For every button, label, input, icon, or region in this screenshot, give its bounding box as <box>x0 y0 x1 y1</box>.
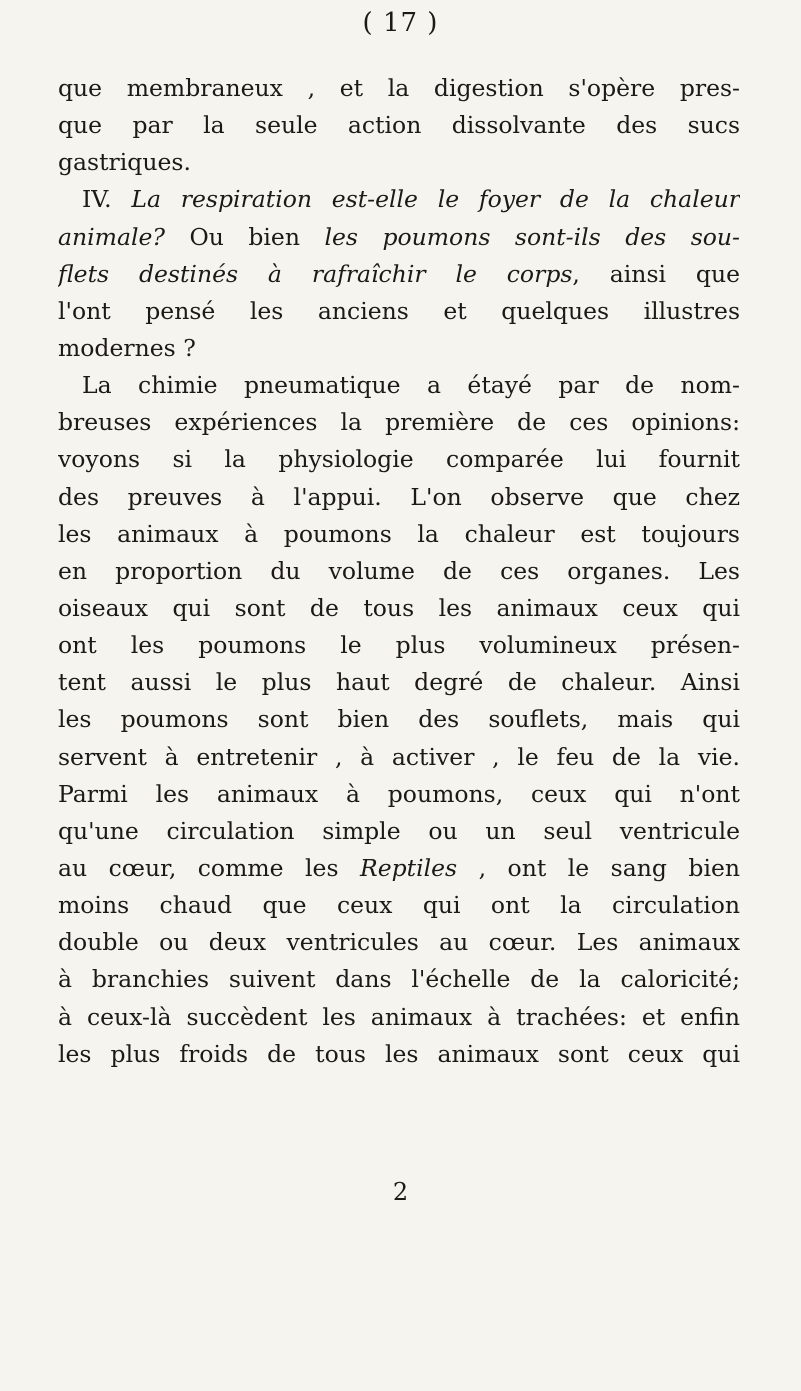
body-text <box>58 70 740 1073</box>
signature-mark: 2 <box>392 1178 409 1206</box>
text-line-6: flets destinés à rafraîchir le corps, ainsi que <box>58 259 740 288</box>
text-line-3: gastriques. <box>58 148 191 177</box>
text-line-10: breuses expériences la première de ces opinions: <box>58 408 740 437</box>
italic-question-2-cont: flets destinés à rafraîchir le corps <box>58 259 573 288</box>
text-line-17: tent aussi le plus haut degré de chaleur. Ainsi <box>58 668 740 697</box>
text-line-26: à ceux-là succèdent les animaux à trachées: et enfin <box>58 1002 740 1031</box>
text-line-14: en proportion du volume de ces organes. Les <box>58 556 740 585</box>
italic-word-reptiles: Reptiles <box>360 853 458 882</box>
text-line-24: double ou deux ventricules au cœur. Les animaux <box>58 928 740 957</box>
text-line-7: l'ont pensé les anciens et quelques illustres <box>58 296 740 325</box>
text-line-4 <box>58 181 740 218</box>
text-line-20: Parmi les animaux à poumons, ceux qui n'ont <box>58 779 740 808</box>
text-line-9: La chimie pneumatique a étayé par de nom- <box>82 371 740 400</box>
section-number: IV. <box>82 185 132 214</box>
text-line-5: animale? Ou bien les poumons sont-ils des sou- <box>58 222 740 251</box>
text-line-25: à branchies suivent dans l'échelle de la caloricité; <box>58 965 740 994</box>
text-line-11: voyons si la physiologie comparée lui fournit <box>58 445 740 474</box>
text-line-2: que par la seule action dissolvante des sucs <box>58 111 740 140</box>
italic-question-1: La respiration est-elle le foyer de la chaleur <box>131 185 740 214</box>
text-line-23: moins chaud que ceux qui ont la circulation <box>58 891 740 920</box>
text-line-1: que membraneux , et la digestion s'opère pres- <box>58 74 740 102</box>
text-line-19: servent à entretenir , à activer , le feu de la vie. <box>58 742 740 771</box>
text-line-8: modernes ? <box>58 333 196 362</box>
page-number-header: ( 17 ) <box>362 8 439 38</box>
italic-question-2: les poumons sont-ils des sou- <box>324 222 740 251</box>
italic-word-animale: animale? <box>58 222 165 251</box>
text-line-22: au cœur, comme les Reptiles , ont le sang bien <box>58 853 740 882</box>
text-line-18: les poumons sont bien des souflets, mais qui <box>58 705 740 734</box>
text-line-12: des preuves à l'appui. L'on observe que chez <box>58 482 740 511</box>
text-line-27: les plus froids de tous les animaux sont ceux qui <box>58 1039 740 1068</box>
text-line-21: qu'une circulation simple ou un seul ventricule <box>58 816 740 845</box>
text-line-15: oiseaux qui sont de tous les animaux ceux qui <box>58 593 740 622</box>
text-line-16: ont les poumons le plus volumineux présen- <box>58 631 740 660</box>
text-line-13: les animaux à poumons la chaleur est toujours <box>58 519 740 548</box>
